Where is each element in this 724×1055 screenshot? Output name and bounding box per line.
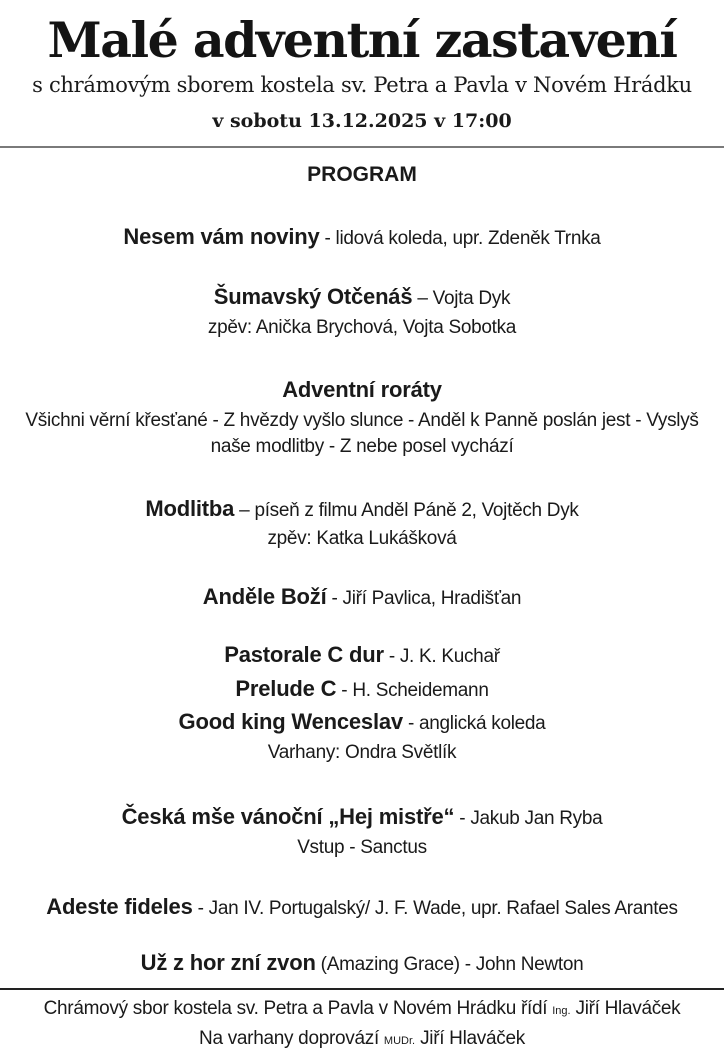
piece-detail: anglická koleda — [418, 713, 546, 735]
piece-line — [0, 803, 724, 831]
piece-separator: - — [319, 228, 336, 250]
piece-title: Modlitba — [145, 495, 235, 521]
program-item — [0, 893, 724, 921]
piece-detail: Vojta Dyk — [432, 288, 511, 310]
piece-separator: – — [234, 499, 255, 521]
piece-title: Good king Wenceslav — [178, 709, 403, 735]
piece-detail: (Amazing Grace) - John Newton — [320, 954, 584, 976]
program-item — [0, 803, 724, 860]
piece-line — [0, 376, 724, 404]
piece-line — [0, 223, 724, 251]
piece-line — [0, 283, 724, 311]
organist-name: Jiří Hlaváček — [420, 1027, 525, 1049]
piece-line — [0, 583, 724, 611]
piece-separator: - — [192, 898, 209, 920]
top-divider — [0, 146, 724, 148]
piece-detail: Jakub Jan Ryba — [470, 807, 603, 829]
piece-separator: - — [402, 713, 419, 735]
piece-title: Pastorale C dur — [224, 641, 384, 667]
program-item — [0, 583, 724, 611]
subtitle: s chrámovým sborem kostela sv. Petra a Pavla v Novém Hrádku — [32, 73, 692, 98]
program-item — [0, 223, 724, 251]
piece-separator: – — [412, 288, 433, 310]
piece-line — [0, 641, 724, 669]
piece-separator: - — [326, 588, 343, 610]
piece-performers: Varhany: Ondra Světlík — [267, 742, 457, 764]
piece-title: Česká mše vánoční „Hej mistře“ — [121, 803, 455, 829]
piece-title: Už z hor zní zvon — [140, 950, 316, 976]
program-item — [0, 495, 724, 552]
program-item — [0, 283, 724, 340]
piece-movements: Všichni věrní křesťané - Z hvězdy vyšlo slunce - Anděl k Panně poslán jest - Vyslyš naše modlitby - Z nebe posel vychází — [25, 410, 699, 458]
piece-title: Anděle Boží — [202, 584, 327, 610]
program-section — [0, 163, 724, 976]
piece-detail: píseň z filmu Anděl Páně 2, Vojtěch Dyk — [254, 499, 579, 521]
header — [0, 0, 724, 132]
conductor-text: Chrámový sbor kostela sv. Petra a Pavla v Novém Hrádku řídí — [43, 997, 548, 1019]
piece-title: Nesem vám noviny — [123, 224, 320, 250]
piece-title: Prelude C — [235, 675, 337, 701]
organist-text: Na varhany doprovází — [199, 1027, 379, 1049]
piece-title: Adeste fideles — [46, 894, 193, 920]
piece-separator: - — [336, 679, 353, 701]
piece-line — [0, 949, 724, 977]
program-item — [0, 376, 724, 461]
event-datetime: v sobotu 13.12.2025 v 17:00 — [212, 110, 512, 133]
piece-line — [0, 675, 724, 703]
piece-detail: H. Scheidemann — [352, 679, 489, 701]
piece-movements: Vstup - Sanctus — [297, 836, 427, 858]
piece-title: Adventní roráty — [282, 376, 442, 402]
program-item — [0, 949, 724, 977]
piece-line — [0, 708, 724, 736]
piece-separator: - — [454, 807, 471, 829]
page-title: Malé adventní zastavení — [47, 11, 677, 69]
piece-detail: Jan IV. Portugalský/ J. F. Wade, upr. Rafael Sales Arantes — [208, 898, 678, 920]
conductor-line — [0, 995, 724, 1025]
organist-degree: MUDr. — [383, 1034, 416, 1047]
conductor-name: Jiří Hlaváček — [575, 997, 681, 1019]
program-item — [0, 675, 724, 703]
piece-title: Šumavský Otčenáš — [213, 284, 413, 310]
piece-performers: zpěv: Anička Brychová, Vojta Sobotka — [207, 316, 517, 338]
footer — [0, 995, 724, 1055]
conductor-degree: Ing. — [552, 1004, 571, 1017]
program-item — [0, 641, 724, 669]
piece-line — [0, 893, 724, 921]
bottom-divider — [0, 988, 724, 990]
program-heading: PROGRAM — [307, 163, 417, 187]
piece-detail: lidová koleda, upr. Zdeněk Trnka — [335, 228, 601, 250]
piece-separator: - — [383, 645, 400, 667]
organist-line — [0, 1025, 724, 1055]
program-item — [0, 708, 724, 765]
piece-line — [0, 495, 724, 523]
piece-detail: J. K. Kuchař — [399, 645, 500, 667]
piece-performers: zpěv: Katka Lukášková — [267, 528, 457, 550]
piece-detail: Jiří Pavlica, Hradišťan — [342, 588, 522, 610]
